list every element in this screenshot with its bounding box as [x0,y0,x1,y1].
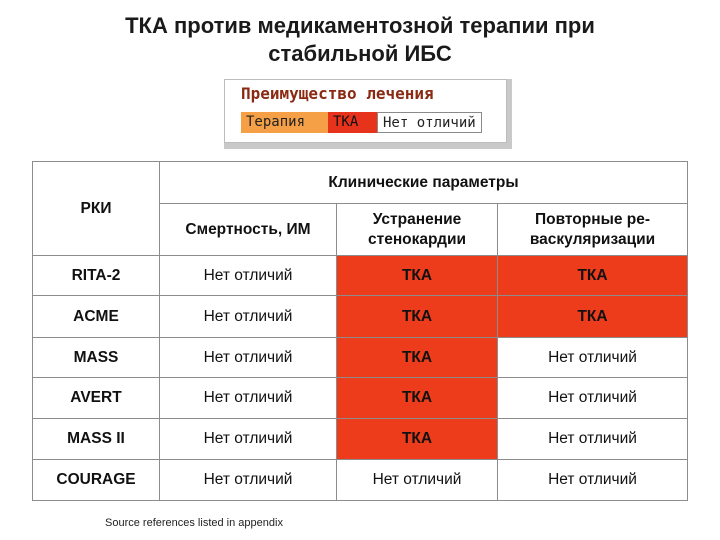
column-header-revascularization [498,204,688,256]
title-line-2: стабильной ИБС [268,41,452,66]
trial-name-cell: ACME [33,296,160,338]
trials-table [32,161,688,501]
result-cell: ТКА [337,296,498,338]
result-cell: Нет отличий [160,419,337,460]
result-cell: ТКА [337,256,498,296]
result-cell: Нет отличий [160,256,337,296]
result-cell: Нет отличий [160,338,337,378]
table-row [33,378,688,419]
column-header-angina-relief [337,204,498,256]
column-header-mortality [160,204,337,256]
treatment-advantage-legend [224,79,512,149]
table-row [33,419,688,460]
column-header-revascularization-line-1: Повторные ре- [534,210,651,228]
result-cell: Нет отличий [160,460,337,501]
result-cell: Нет отличий [498,338,688,378]
column-header-angina-relief-line-2: стенокардии [367,230,467,248]
table-row [33,338,688,378]
page-title [0,12,720,68]
result-cell: ТКА [337,338,498,378]
trial-name-cell: MASS II [33,419,160,460]
table-row [33,296,688,338]
legend-panel [224,79,507,143]
column-header-revascularization-line-2: васкуляризации [529,230,656,248]
result-cell: Нет отличий [160,296,337,338]
column-header-mortality-line: Смертность, ИМ [185,220,311,238]
result-cell: Нет отличий [337,460,498,501]
title-line-1: ТКА против медикаментозной терапии при [125,13,595,38]
result-cell: Нет отличий [498,419,688,460]
result-cell: Нет отличий [498,378,688,419]
source-footnote: Source references listed in appendix [105,517,283,529]
legend-swatch-no-difference: Нет отличий [377,112,482,133]
legend-swatches [241,112,482,133]
trial-name-cell: COURAGE [33,460,160,501]
column-header-angina-relief-line-1: Устранение [372,210,462,228]
legend-title: Преимущество лечения [241,84,434,103]
group-header-clinical-parameters: Клинические параметры [160,162,688,204]
table-row [33,460,688,501]
trial-name-cell: MASS [33,338,160,378]
table-row [33,256,688,296]
trial-name-cell: RITA-2 [33,256,160,296]
legend-swatch-therapy: Терапия [241,112,328,133]
result-cell: ТКА [498,296,688,338]
result-cell: ТКА [498,256,688,296]
result-cell: Нет отличий [498,460,688,501]
trial-name-cell: AVERT [33,378,160,419]
corner-header-rki: РКИ [33,162,160,256]
legend-swatch-tka: ТКА [328,112,377,133]
result-cell: ТКА [337,419,498,460]
result-cell: Нет отличий [160,378,337,419]
result-cell: ТКА [337,378,498,419]
